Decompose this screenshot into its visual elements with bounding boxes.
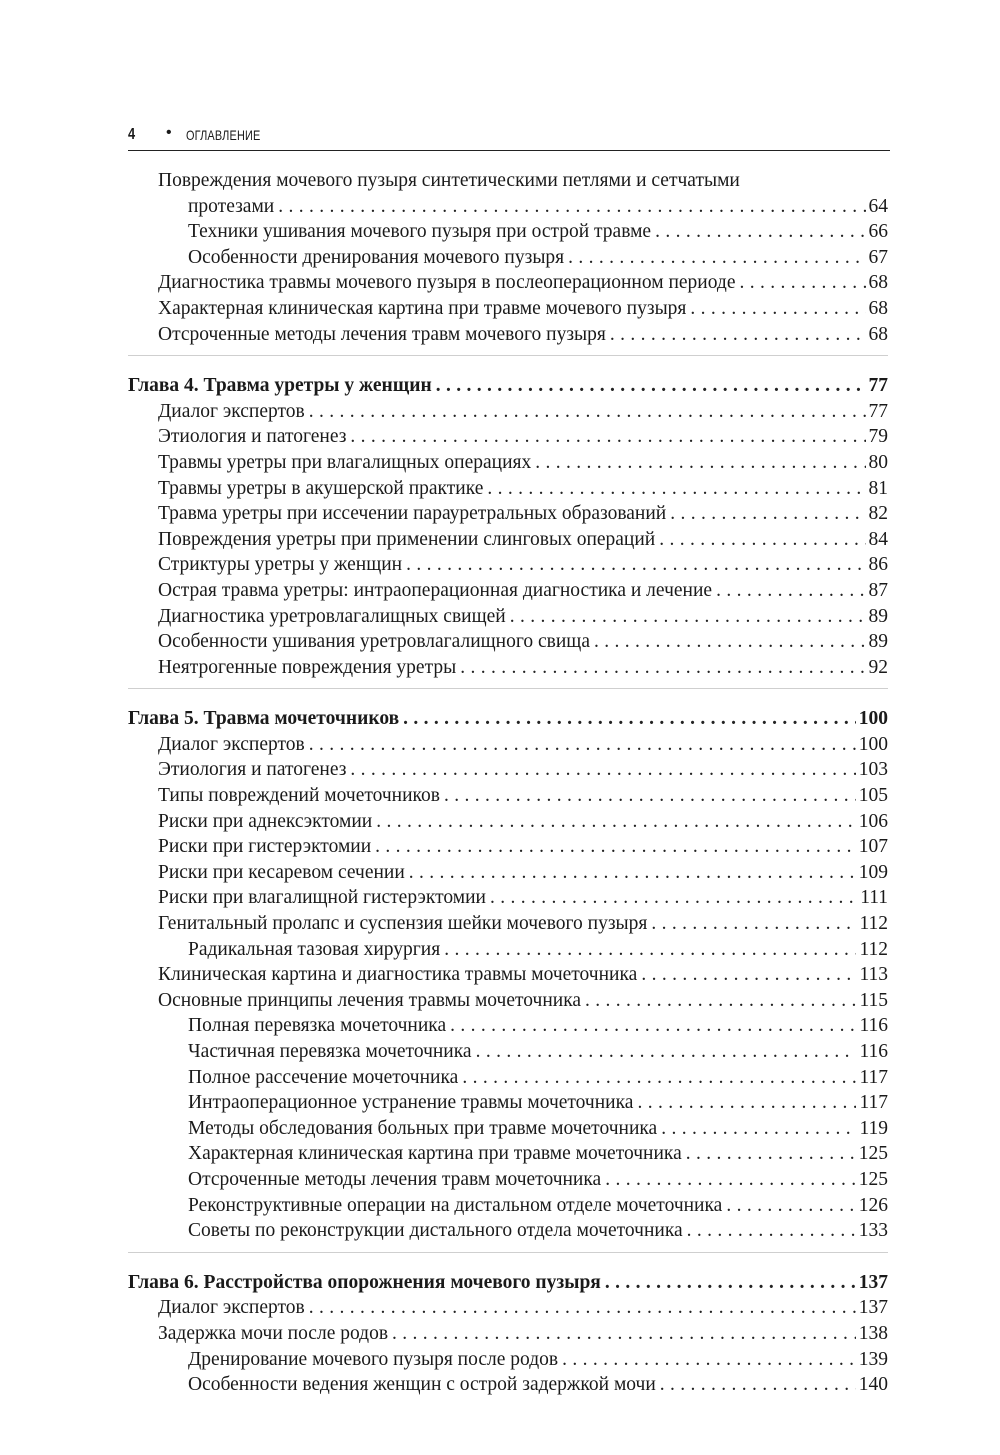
toc-entry[interactable] xyxy=(128,1295,888,1321)
toc-page-number: 113 xyxy=(859,964,888,986)
toc-page-number: 117 xyxy=(859,1066,888,1088)
toc-page-number: 89 xyxy=(868,605,888,627)
header-bullet-icon: • xyxy=(166,124,172,141)
dot-leader xyxy=(594,629,866,655)
toc-entry-title: Частичная перевязка мочеточника xyxy=(188,1039,476,1065)
toc-entry-title: Диалог экспертов xyxy=(158,399,309,425)
toc-page-number: 140 xyxy=(858,1374,888,1396)
toc-entry-title: Риски при гистерэктомии xyxy=(158,834,375,860)
toc-page-number: 66 xyxy=(868,221,888,243)
toc-page-number: 125 xyxy=(858,1168,888,1190)
toc-entry[interactable] xyxy=(128,1116,888,1142)
toc-entry-title: Отсроченные методы лечения травм мочеточника xyxy=(188,1167,605,1193)
toc-entry[interactable] xyxy=(128,450,888,476)
toc-entry[interactable] xyxy=(128,655,888,681)
toc-entry-title: Методы обследования больных при травме мочеточника xyxy=(188,1116,661,1142)
toc-entry-title: Характерная клиническая картина при травме мочеточника xyxy=(188,1141,686,1167)
toc-entry-title: Характерная клиническая картина при травме мочевого пузыря xyxy=(158,296,690,322)
toc-entry-title: Неятрогенные повреждения уретры xyxy=(158,655,460,681)
toc-entry-title: Этиология и патогенез xyxy=(158,424,350,450)
toc-entry-title: Диагностика уретровлагалищных свищей xyxy=(158,604,510,630)
toc-entry[interactable] xyxy=(128,245,888,271)
toc-entry[interactable] xyxy=(128,1347,888,1373)
toc-entry-title: Диалог экспертов xyxy=(158,732,309,758)
toc-entry-title: Клиническая картина и диагностика травмы мочеточника xyxy=(158,962,641,988)
dot-leader xyxy=(490,885,857,911)
dot-leader xyxy=(726,1193,855,1219)
toc-page-number: 82 xyxy=(868,503,888,525)
toc-page-number: 138 xyxy=(858,1322,888,1344)
toc-entry[interactable] xyxy=(128,1013,888,1039)
toc-entry-title: Диалог экспертов xyxy=(158,1295,309,1321)
toc-entry-title: Полная перевязка мочеточника xyxy=(188,1013,450,1039)
toc-entry-title: Типы повреждений мочеточников xyxy=(158,783,444,809)
page-number: 4 xyxy=(128,126,136,143)
toc-entry[interactable] xyxy=(128,783,888,809)
toc-page-number: 64 xyxy=(868,195,888,217)
dot-leader xyxy=(670,501,865,527)
toc-entry[interactable] xyxy=(128,578,888,604)
toc-chapter-heading[interactable] xyxy=(128,706,888,732)
toc-entry[interactable] xyxy=(128,552,888,578)
toc-page-number: 125 xyxy=(858,1143,888,1165)
dot-leader xyxy=(476,1039,857,1065)
dot-leader xyxy=(535,450,865,476)
toc-entry[interactable] xyxy=(128,219,888,245)
toc-page-number: 139 xyxy=(858,1348,888,1370)
dot-leader xyxy=(568,245,865,271)
toc-entry-title: Повреждения уретры при применении слинговых операций xyxy=(158,527,659,553)
section-title: ОГЛАВЛЕНИЕ xyxy=(186,127,261,143)
toc-entry-title: Особенности ведения женщин с острой задержкой мочи xyxy=(188,1372,660,1398)
dot-leader xyxy=(641,962,856,988)
toc-page-number: 103 xyxy=(858,759,888,781)
table-of-contents xyxy=(128,168,888,1398)
dot-leader xyxy=(686,1141,856,1167)
toc-page-number: 117 xyxy=(859,1092,888,1114)
toc-entry-title: Острая травма уретры: интраоперационная диагностика и лечение xyxy=(158,578,716,604)
toc-entry-title: Травма уретры при иссечении парауретральных образований xyxy=(158,501,670,527)
toc-entry[interactable] xyxy=(128,1090,888,1116)
dot-leader xyxy=(687,1218,856,1244)
toc-entry-title: Стриктуры уретры у женщин xyxy=(158,552,406,578)
dot-leader xyxy=(403,706,856,732)
dot-leader xyxy=(585,988,856,1014)
toc-page-number: 133 xyxy=(858,1220,888,1242)
dot-leader xyxy=(605,1167,856,1193)
toc-page-number: 68 xyxy=(868,272,888,294)
toc-chapter-heading[interactable] xyxy=(128,1270,888,1296)
toc-entry[interactable] xyxy=(128,1065,888,1091)
toc-page-number: 115 xyxy=(859,989,888,1011)
dot-leader xyxy=(375,834,856,860)
toc-page-number: 86 xyxy=(868,554,888,576)
dot-leader xyxy=(740,270,866,296)
toc-page-number: 81 xyxy=(868,477,888,499)
toc-entry[interactable] xyxy=(128,194,888,220)
toc-entry-title: Реконструктивные операции на дистальном отделе мочеточника xyxy=(188,1193,726,1219)
dot-leader xyxy=(376,809,856,835)
dot-leader xyxy=(350,424,865,450)
toc-page-number: 105 xyxy=(858,785,888,807)
dot-leader xyxy=(406,552,865,578)
dot-leader xyxy=(436,373,866,399)
toc-entry[interactable] xyxy=(128,911,888,937)
dot-leader xyxy=(450,1013,856,1039)
toc-entry[interactable] xyxy=(128,399,888,425)
toc-entry[interactable] xyxy=(128,296,888,322)
toc-entry-title: Повреждения мочевого пузыря синтетическими петлями и сетчатыми xyxy=(158,168,744,194)
toc-entry[interactable] xyxy=(128,1372,888,1398)
dot-leader xyxy=(487,476,865,502)
dot-leader xyxy=(309,1295,856,1321)
toc-page-number: 126 xyxy=(858,1194,888,1216)
dot-leader xyxy=(309,732,856,758)
dot-leader xyxy=(716,578,865,604)
toc-entry[interactable] xyxy=(128,732,888,758)
toc-chapter-heading[interactable] xyxy=(128,373,888,399)
toc-entry-title: Отсроченные методы лечения травм мочевого пузыря xyxy=(158,322,610,348)
toc-entry-title: Основные принципы лечения травмы мочеточника xyxy=(158,988,585,1014)
toc-entry[interactable] xyxy=(128,322,888,348)
toc-entry-title: Риски при влагалищной гистерэктомии xyxy=(158,885,490,911)
toc-entry-title: Полное рассечение мочеточника xyxy=(188,1065,462,1091)
toc-page-number: 106 xyxy=(858,810,888,832)
toc-page-number: 137 xyxy=(858,1297,888,1319)
chapter-divider xyxy=(128,688,888,700)
dot-leader xyxy=(605,1270,856,1296)
toc-page-number: 79 xyxy=(868,426,888,448)
toc-entry[interactable] xyxy=(128,604,888,630)
toc-entry-title: Особенности дренирования мочевого пузыря xyxy=(188,245,568,271)
toc-page-number: 112 xyxy=(859,913,888,935)
dot-leader xyxy=(655,219,865,245)
dot-leader xyxy=(278,194,865,220)
dot-leader xyxy=(659,527,865,553)
running-header xyxy=(128,124,890,151)
toc-page-number: 137 xyxy=(858,1271,888,1293)
toc-entry[interactable] xyxy=(128,1141,888,1167)
toc-page-number: 80 xyxy=(868,451,888,473)
toc-page-number: 111 xyxy=(860,887,888,909)
toc-entry-title: Техники ушивания мочевого пузыря при острой травме xyxy=(188,219,655,245)
toc-page-number: 68 xyxy=(868,323,888,345)
toc-entry[interactable] xyxy=(128,937,888,963)
dot-leader xyxy=(350,757,855,783)
dot-leader xyxy=(637,1090,856,1116)
dot-leader xyxy=(660,1372,856,1398)
toc-entry[interactable] xyxy=(128,860,888,886)
toc-entry-title: Глава 6. Расстройства опорожнения мочевого пузыря xyxy=(128,1270,605,1296)
toc-entry[interactable] xyxy=(128,629,888,655)
toc-entry[interactable] xyxy=(128,270,888,296)
toc-page-number: 68 xyxy=(868,297,888,319)
dot-leader xyxy=(444,937,856,963)
toc-page-number: 112 xyxy=(859,938,888,960)
toc-page-number: 100 xyxy=(858,733,888,755)
toc-page-number: 77 xyxy=(868,375,888,397)
toc-entry-title: Дренирование мочевого пузыря после родов xyxy=(188,1347,562,1373)
toc-page-number: 92 xyxy=(868,656,888,678)
toc-entry-title: Травмы уретры при влагалищных операциях xyxy=(158,450,535,476)
toc-entry[interactable] xyxy=(128,962,888,988)
toc-entry-title: Радикальная тазовая хирургия xyxy=(188,937,444,963)
dot-leader xyxy=(690,296,865,322)
toc-page-number: 109 xyxy=(858,861,888,883)
toc-entry[interactable] xyxy=(128,424,888,450)
toc-entry[interactable] xyxy=(128,527,888,553)
toc-entry[interactable] xyxy=(128,757,888,783)
toc-entry-title: Интраоперационное устранение травмы мочеточника xyxy=(188,1090,637,1116)
toc-entry-title: Этиология и патогенез xyxy=(158,757,350,783)
toc-entry-title: Травмы уретры в акушерской практике xyxy=(158,476,487,502)
toc-entry-title: Глава 5. Травма мочеточников xyxy=(128,706,403,732)
toc-page-number: 100 xyxy=(858,708,888,730)
toc-entry[interactable] xyxy=(128,988,888,1014)
toc-entry[interactable] xyxy=(128,1167,888,1193)
toc-entry[interactable] xyxy=(128,1321,888,1347)
toc-entry[interactable] xyxy=(128,168,888,194)
dot-leader xyxy=(444,783,856,809)
toc-page-number: 67 xyxy=(868,246,888,268)
toc-entry[interactable] xyxy=(128,809,888,835)
chapter-divider xyxy=(128,355,888,367)
dot-leader xyxy=(460,655,865,681)
toc-page-number: 119 xyxy=(859,1117,888,1139)
dot-leader xyxy=(651,911,856,937)
toc-page-number: 116 xyxy=(859,1015,888,1037)
chapter-divider xyxy=(128,1252,888,1264)
dot-leader xyxy=(610,322,866,348)
toc-entry-title: Советы по реконструкции дистального отдела мочеточника xyxy=(188,1218,687,1244)
toc-page-number: 116 xyxy=(859,1041,888,1062)
dot-leader xyxy=(661,1116,856,1142)
dot-leader xyxy=(392,1321,856,1347)
toc-entry-title: Риски при аднексэктомии xyxy=(158,809,376,835)
toc-entry[interactable] xyxy=(128,885,888,911)
toc-entry[interactable] xyxy=(128,1039,888,1065)
toc-entry[interactable] xyxy=(128,834,888,860)
dot-leader xyxy=(562,1347,856,1373)
toc-page-number: 107 xyxy=(858,836,888,858)
toc-entry[interactable] xyxy=(128,501,888,527)
toc-entry-title: протезами xyxy=(188,194,278,220)
dot-leader xyxy=(309,399,866,425)
toc-entry-title: Глава 4. Травма уретры у женщин xyxy=(128,373,436,399)
toc-page-number: 89 xyxy=(868,631,888,653)
toc-entry-title: Задержка мочи после родов xyxy=(158,1321,392,1347)
dot-leader xyxy=(409,860,856,886)
toc-entry-title: Риски при кесаревом сечении xyxy=(158,860,409,886)
toc-entry[interactable] xyxy=(128,1218,888,1244)
toc-entry-title: Особенности ушивания уретровлагалищного свища xyxy=(158,629,594,655)
toc-page-number: 84 xyxy=(868,528,888,550)
toc-page-number: 77 xyxy=(868,400,888,422)
toc-entry-title: Диагностика травмы мочевого пузыря в послеоперационном периоде xyxy=(158,270,740,296)
dot-leader xyxy=(462,1065,856,1091)
dot-leader xyxy=(510,604,866,630)
toc-page-number: 87 xyxy=(868,579,888,601)
toc-entry-title: Генитальный пролапс и суспензия шейки мочевого пузыря xyxy=(158,911,651,937)
toc-entry[interactable] xyxy=(128,1193,888,1219)
toc-entry[interactable] xyxy=(128,476,888,502)
